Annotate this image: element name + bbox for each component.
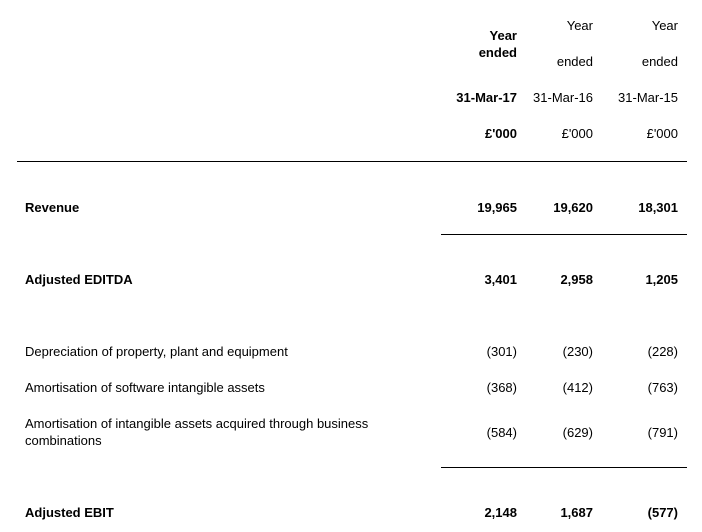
col3-header-year: Year bbox=[651, 18, 678, 33]
col1-header-date: 31-Mar-17 bbox=[456, 90, 517, 105]
row-value-revenue-2017: 19,965 bbox=[477, 200, 517, 215]
row-label-amortisation-acquired: Amortisation of intangible assets acquired through business combinations bbox=[25, 416, 369, 448]
col3-header-unit: £'000 bbox=[646, 126, 678, 141]
row-value-editda-2016: 2,958 bbox=[560, 272, 593, 287]
row-label-depreciation: Depreciation of property, plant and equipment bbox=[25, 344, 288, 359]
col3-header-ended: ended bbox=[641, 54, 678, 69]
col2-header-unit: £'000 bbox=[561, 126, 593, 141]
col2-header-date: 31-Mar-16 bbox=[533, 90, 593, 105]
row-label-revenue: Revenue bbox=[25, 200, 80, 215]
row-value-amortisation-software-2017: (368) bbox=[486, 380, 517, 395]
row-value-ebit-2015: (577) bbox=[647, 505, 678, 520]
row-value-depreciation-2016: (230) bbox=[562, 344, 593, 359]
row-label-adjusted-ebit: Adjusted EBIT bbox=[25, 505, 114, 520]
row-value-editda-2017: 3,401 bbox=[484, 272, 517, 287]
row-value-revenue-2016: 19,620 bbox=[553, 200, 593, 215]
row-value-amortisation-acquired-2015: (791) bbox=[647, 425, 678, 440]
col1-header-unit: £'000 bbox=[484, 126, 517, 141]
subtotal-divider-2 bbox=[441, 467, 687, 468]
col1-header-year: Year bbox=[489, 28, 517, 43]
row-value-amortisation-software-2016: (412) bbox=[562, 380, 593, 395]
col3-header-date: 31-Mar-15 bbox=[618, 90, 678, 105]
row-value-revenue-2015: 18,301 bbox=[638, 200, 678, 215]
col2-header-year: Year bbox=[566, 18, 593, 33]
row-value-ebit-2017: 2,148 bbox=[484, 505, 517, 520]
row-value-ebit-2016: 1,687 bbox=[560, 505, 593, 520]
header-divider bbox=[17, 161, 687, 162]
subtotal-divider-1 bbox=[441, 234, 687, 235]
row-value-amortisation-acquired-2016: (629) bbox=[562, 425, 593, 440]
row-value-amortisation-acquired-2017: (584) bbox=[486, 425, 517, 440]
row-value-editda-2015: 1,205 bbox=[645, 272, 678, 287]
row-value-amortisation-software-2015: (763) bbox=[647, 380, 678, 395]
row-label-adjusted-editda: Adjusted EDITDA bbox=[25, 272, 133, 287]
row-value-depreciation-2015: (228) bbox=[647, 344, 678, 359]
col2-header-ended: ended bbox=[556, 54, 593, 69]
row-label-amortisation-software: Amortisation of software intangible assets bbox=[25, 380, 265, 395]
col1-header-ended: ended bbox=[478, 45, 517, 60]
row-value-depreciation-2017: (301) bbox=[486, 344, 517, 359]
